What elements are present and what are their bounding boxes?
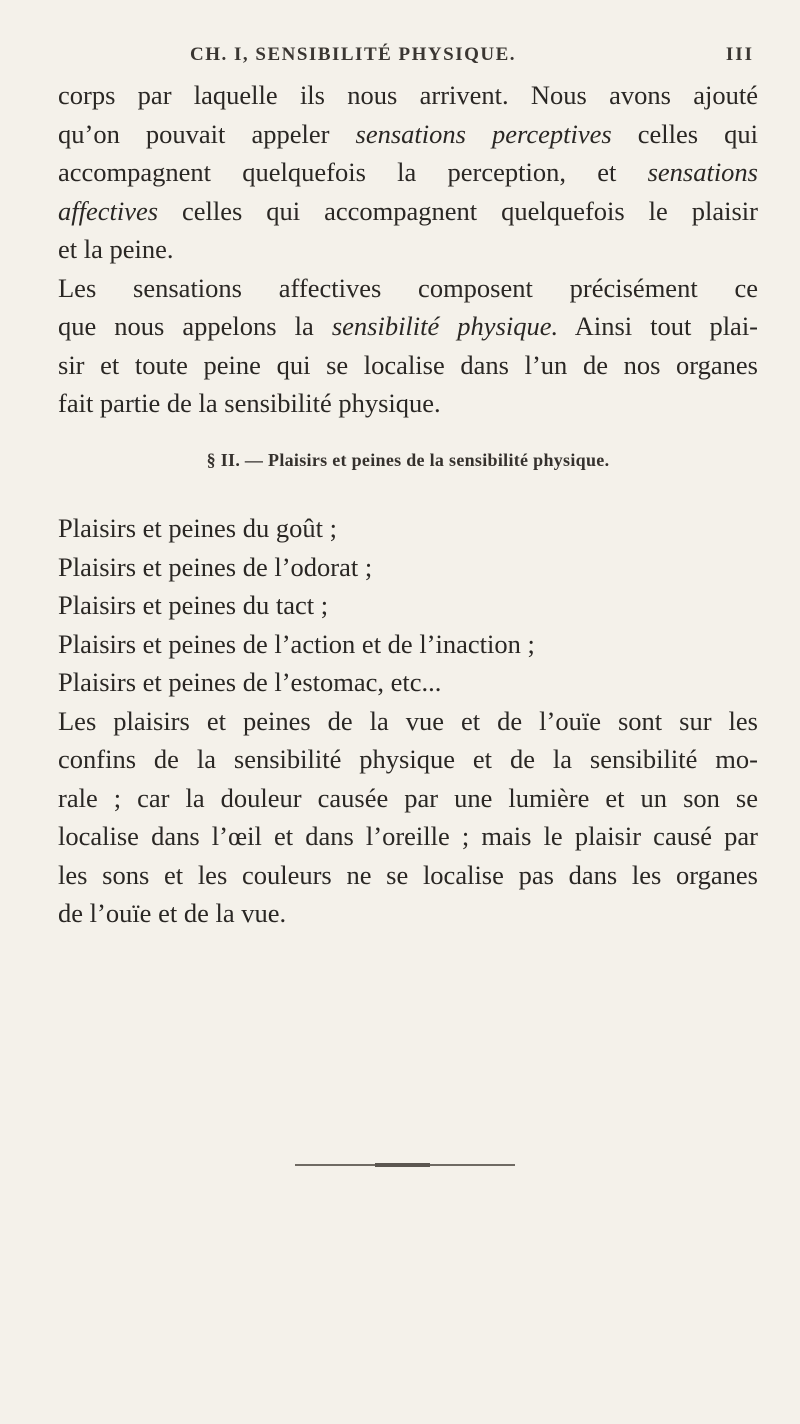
italic-term: sensibilité physique. <box>331 311 559 341</box>
text-line: confins de la sensibilité physique et de la sensibilité mo- <box>58 744 758 774</box>
text-line: affectives celles qui accompagnent quelquefois le plaisir <box>58 195 758 226</box>
text-line: sir et toute peine qui se localise dans l’un de nos organes <box>58 349 758 380</box>
body-text <box>58 76 758 933</box>
list-item: Plaisirs et peines de l’odorat ; <box>58 551 373 582</box>
paragraph-3 <box>58 702 758 933</box>
text-line: localise dans l’œil et dans l’oreille ; mais le plaisir causé par <box>58 821 758 851</box>
paragraph-1 <box>58 76 758 269</box>
text-line: qu’on pouvait appeler sensations perceptives celles qui <box>58 118 758 149</box>
text-line: Les sensations affectives composent précisément ce <box>58 272 758 303</box>
list <box>58 509 758 702</box>
list-item: Plaisirs et peines du goût ; <box>58 513 337 543</box>
list-item: Plaisirs et peines du tact ; <box>58 590 329 620</box>
text-line: de l’ouïe et de la vue. <box>58 898 287 928</box>
text-line: Les plaisirs et peines de la vue et de l’ouïe sont sur les <box>58 705 758 736</box>
page-number: III <box>725 44 754 65</box>
text-line: les sons et les couleurs ne se localise pas dans les organes <box>58 859 758 890</box>
text-line: rale ; car la douleur causée par une lumière et un son se <box>58 782 758 813</box>
list-item: Plaisirs et peines de l’action et de l’inaction ; <box>58 628 535 659</box>
paragraph-2 <box>58 269 758 423</box>
text-line: que nous appelons la sensibilité physique. Ainsi tout plai- <box>58 311 758 341</box>
text-line: fait partie de la sensibilité physique. <box>58 388 441 418</box>
book-page <box>58 44 758 933</box>
section-heading: § II. — Plaisirs et peines de la sensibilité physique. <box>206 449 610 470</box>
text-line: accompagnent quelquefois la perception, et sensations <box>58 157 758 187</box>
end-ornament-rule <box>295 1164 515 1166</box>
italic-term: sensations <box>647 157 758 187</box>
text-line: et la peine. <box>58 234 174 264</box>
list-item: Plaisirs et peines de l’estomac, etc... <box>58 667 442 697</box>
text-line: corps par laquelle ils nous arrivent. Nous avons ajouté <box>58 80 758 110</box>
running-title: CH. I, SENSIBILITÉ PHYSIQUE. <box>190 44 517 65</box>
italic-term: affectives <box>58 195 159 226</box>
running-header <box>58 44 758 66</box>
italic-term: sensations perceptives <box>355 118 612 149</box>
